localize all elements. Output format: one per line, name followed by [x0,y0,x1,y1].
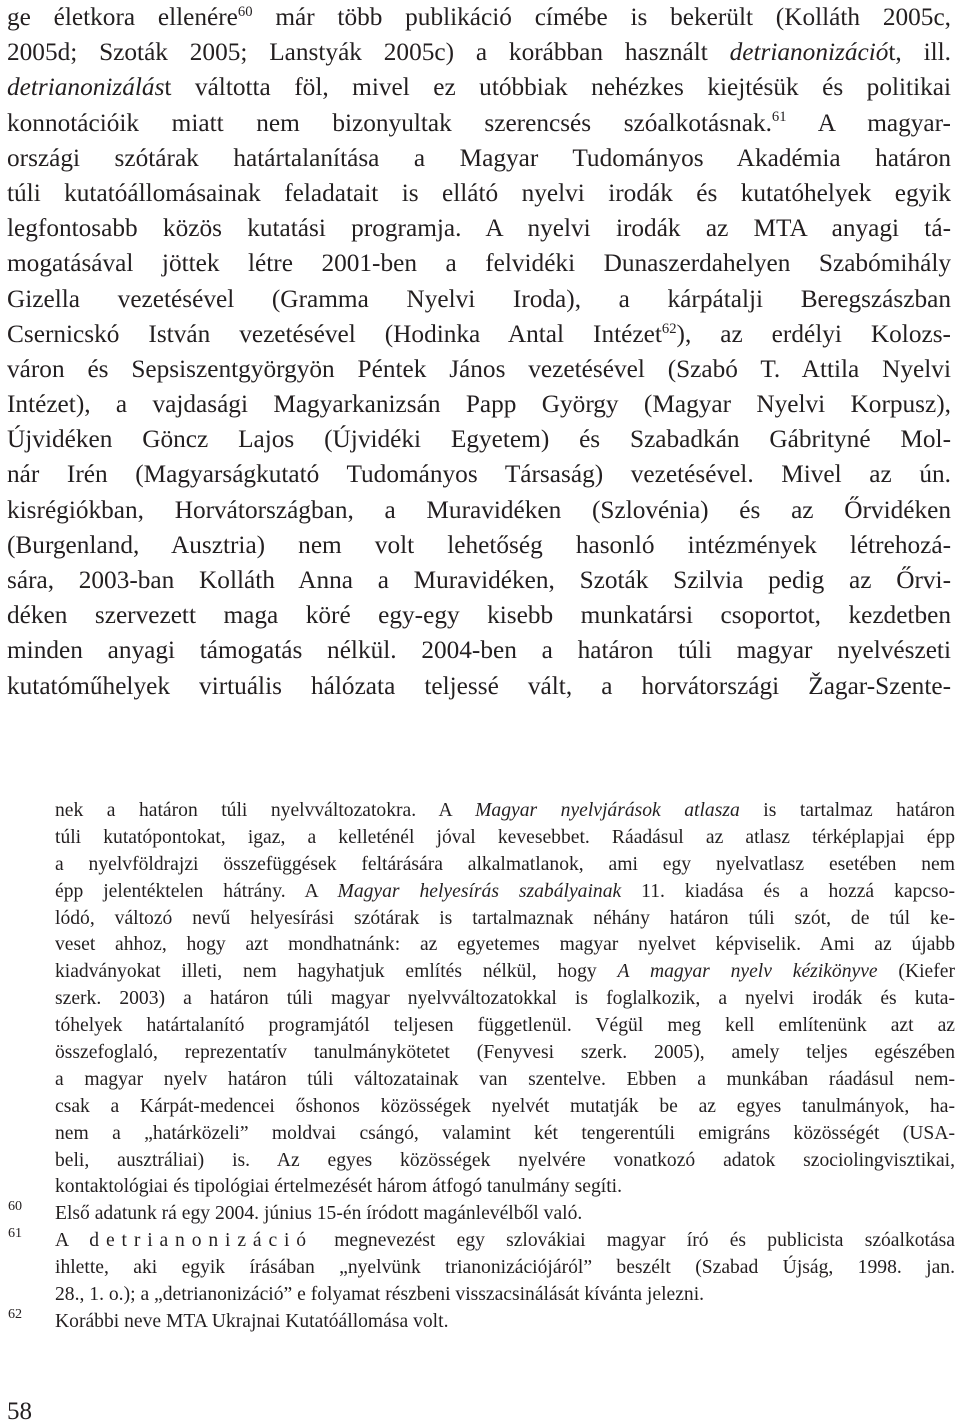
footnote-line [55,1255,955,1282]
text-run: ge életkora ellenére [7,3,238,31]
footnote-continuation-line [55,798,955,825]
text-run: összefoglaló, reprezentatív tanulmánykötetet (Fenyvesi szerk. 2005), amely teljes egészében [55,1042,955,1064]
text-run: lódó, változó nevű helyesírási szótárak is tartalmaznak néhány határon túli szót, de túl ke- [55,907,955,929]
text-run: 2005d; Szoták 2005; Lanstyák 2005c) a korábban használt [7,38,730,67]
text-run: kutatóműhelyek virtuális hálózata teljessé vált, a horvátországi Žagar-Szente- [7,671,951,700]
text-run: Korábbi neve MTA Ukrajnai Kutatóállomása volt. [55,1310,449,1332]
text-run: ), az erdélyi Kolozs- [676,319,951,348]
page-number: 58 [7,1398,32,1425]
text-run: Csernicskó István vezetésével (Hodinka Antal Intézet [7,319,662,348]
footnote-number: 62 [8,1305,23,1322]
footnote-continuation-line [55,1174,955,1201]
text-run: sára, 2003-ban Kolláth Anna a Muravidéken, Szoták Szilvia pedig az Őrvi- [7,566,951,594]
text-run: 11. kiadása és a hozzá kapcso- [621,880,956,902]
text-run: t, ill. [888,38,951,67]
footnote-continuation-line [55,1148,955,1175]
text-run: A [55,1230,90,1252]
footnote-62 [8,1305,955,1336]
text-run: túli kutatóállomásainak feladatait is ellátó nyelvi irodák és kutatóhelyek egyik [7,178,951,207]
footnote-continuation-line [55,906,955,933]
footnote-line [55,1282,955,1309]
text-run: veset ahhoz, hogy azt mondhatnánk: az egyetemes magyar nyelvet képviselik. Ami az újabb [55,934,955,956]
footnote-continuation-line [55,1067,955,1094]
text-run: 28., 1. o.); a „detrianonizáció” e folyamat részbeni visszacsinálását kívánta jelezni. [55,1284,705,1306]
text-run: nek a határon túli nyelvváltozatokra. A [55,800,476,821]
footnote-continuation-line [55,932,955,959]
body-line [7,493,951,528]
spaced-text: detrianonizáció [89,1230,313,1252]
footnote-continuation-line [55,1013,955,1040]
footnotes [8,798,956,1336]
text-run: t váltotta föl, mivel ez utóbbiak nehézkes kiejtésük és politikai [164,73,951,102]
text-run: nem a „határközeli” moldvai csángó, valamint két tengerentúli emigráns közösségét (USA- [55,1122,955,1144]
body-line [7,211,951,246]
footnote-number: 61 [8,1225,23,1242]
body-line [7,563,951,598]
text-run: beli, ausztráliai) is. Az egyes közösségek nyelvére vonatkozó adatok szociolingvisztikai, [55,1149,955,1171]
body-line [7,669,951,704]
text-run: a nyelvföldrajzi összefüggések feltárására alkalmatlanok, ami egy nyelvatlasz esetében nem [55,853,955,875]
body-line [7,317,951,352]
footnote-continuation-line [55,879,955,906]
footnote-continuation-line [55,1121,955,1148]
text-run: már több publikáció címébe is bekerült (Kolláth 2005c, [252,3,951,31]
text-run: Gizella vezetésével (Gramma Nyelvi Iroda), a kárpátalji Beregszászban [7,284,951,313]
footnote-ref: 61 [771,109,787,126]
footnote-line [55,1309,955,1336]
footnote-continuation-line [55,1040,955,1067]
text-run: kisrégiókban, Horvátországban, a Muravidéken (Szlovénia) és az Őrvidéken [7,495,951,524]
text-run: legfontosabb közös kutatási programja. A nyelvi irodák az MTA anyagi tá- [7,214,951,243]
text-run: déken szervezett maga köré egy-egy kisebb munkatársi csoportot, kezdetben [7,601,951,630]
body-line [7,387,951,422]
body-line [7,282,951,317]
text-run: minden anyagi támogatás nélkül. 2004-ben a határon túli magyar nyelvészeti [7,636,951,665]
text-run: konnotációik miatt nem bizonyultak szerencsés szóalkotásnak. [7,108,772,137]
text-run: (Burgenland, Ausztria) nem volt lehetőség hasonló intézmények létrehozá- [7,530,951,559]
footnote-line [55,1201,955,1228]
text-run: megnevezést egy szlovákiai magyar író és publicista szóalkotása [312,1230,956,1252]
text-run: csak a Kárpát-medencei őshonos közösségek nyelvét mutatják be az egyes tanulmányok, ha- [55,1095,955,1117]
footnote-continuation-line [55,852,955,879]
italic-text: Magyar nyelvjárások atlasza [475,800,740,821]
footnote-continuation-line [55,986,955,1013]
italic-text: Magyar helyesírás szabályainak [337,880,622,902]
text-run: is tartalmaz határon [739,800,955,821]
italic-text: detrianonizálás [7,73,165,102]
text-run: szerk. 2003) a határon túli magyar nyelvváltozatokkal is foglalkozik, a nyelvi irodák és kuta- [55,988,955,1010]
text-run: Újvidéken Göncz Lajos (Újvidéki Egyetem) és Szabadkán Gábrityné Mol- [7,425,951,454]
footnote-continuation-line [55,1094,955,1121]
footnote-ref: 62 [661,320,677,337]
text-run: A magyar- [786,108,951,137]
text-run: a magyar nyelv határon túli változatainak van szentelve. Ebben a munkában ráadásul nem- [55,1068,955,1090]
body-line [7,246,951,281]
footnote-line [55,1228,955,1255]
text-run: tóhelyek határtalanító programjától teljesen függetlenül. Végül meg kell említenünk azt az [55,1015,955,1037]
body-line [7,35,951,70]
italic-text: detrianonizáció [729,38,889,67]
body-line [7,598,951,633]
text-run: Első adatunk rá egy 2004. június 15-én íródott magánlevélből való. [55,1203,583,1225]
text-run: Intézet), a vajdasági Magyarkanizsán Papp György (Magyar Nyelvi Korpusz), [7,390,951,419]
text-run: épp jelentéktelen hátrány. A [55,880,338,902]
main-text [7,0,951,704]
body-line [7,422,951,457]
footnote-61 [8,1225,956,1309]
text-run: nár Irén (Magyarságkutató Tudományos Társaság) vezetésével. Mivel az ún. [7,460,951,489]
text-run: kontaktológiai és tipológiai értelmezését három átfogó tanulmány segíti. [55,1176,622,1198]
footnote-ref: 60 [237,3,253,20]
body-line [7,0,951,35]
footnote-continuation-line [55,959,955,986]
text-run: mogatásával jöttek létre 2001-ben a felvidéki Dunaszerdahelyen Szabómihály [7,249,951,278]
text-run: országi szótárak határtalanítása a Magyar Tudományos Akadémia határon [7,143,951,172]
footnote-number: 60 [8,1198,23,1215]
body-line [7,352,951,387]
body-line [7,633,951,668]
footnote-60 [8,1198,955,1228]
text-run: kiadványokat illeti, nem hagyhatjuk említés nélkül, hogy [55,961,618,983]
text-run: túli kutatópontokat, igaz, a kelleténél jóval kevesebbet. Ráadásul az atlasz térképlapjai épp [55,826,955,848]
text-run: (Kiefer [877,961,955,983]
italic-text: A magyar nyelv kézikönyve [617,961,878,983]
body-line [7,457,951,492]
text-run: ihlette, aki egyik írásában „nyelvünk trianonizációjáról” beszélt (Szabad Újság, 1998. jan. [55,1257,955,1279]
body-line [7,176,951,211]
body-line [7,528,951,563]
body-line [7,70,951,105]
body-line [7,106,951,141]
footnote-continuation-line [55,825,955,852]
text-run: váron és Sepsiszentgyörgyön Péntek János vezetésével (Szabó T. Attila Nyelvi [7,354,951,383]
body-line [7,141,951,176]
